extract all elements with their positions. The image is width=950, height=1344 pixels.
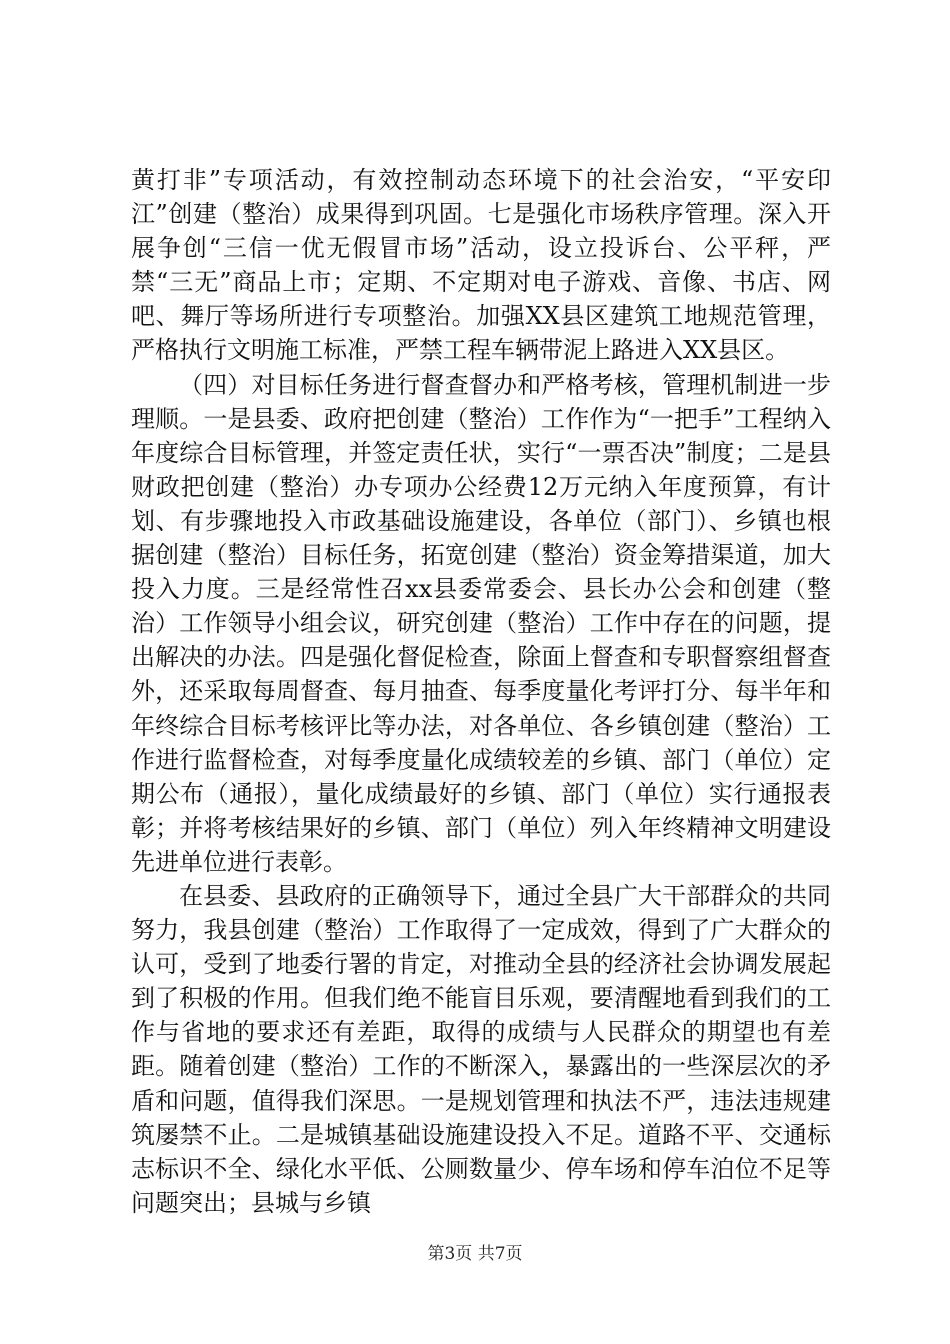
document-body [131,163,831,1220]
paragraph-continued: 黄打非”专项活动，有效控制动态环境下的社会治安，“平安印江”创建（整治）成果得到巩固。七是强化市场秩序管理。深入开展争创“三信一优无假冒市场”活动，设立投诉台、公平秤，严禁“三无”商品上市；定期、不定期对电子游戏、音像、书店、网吧、舞厅等场所进行专项整治。加强XX县区建筑工地规范管理，严格执行文明施工标准，严禁工程车辆带泥上路进入XX县区。 [131,166,831,365]
page-footer: 第3页 共7页 [427,1244,523,1264]
paragraph-section-four: （四）对目标任务进行督查督办和严格考核，管理机制进一步理顺。一是县委、政府把创建（整治）工作作为“一把手”工程纳入年度综合目标管理，并签定责任状，实行“一票否决”制度；二是县财政把创建（整治）办专项办公经费12万元纳入年度预算，有计划、有步骤地投入市政基础设施建设，各单位（部门）、乡镇也根据创建（整治）目标任务，拓宽创建（整治）资金筹措渠道，加大投入力度。三是经常性召xx县委常委会、县长办公会和创建（整治）工作领导小组会议，研究创建（整治）工作中存在的问题，提出解决的办法。四是强化督促检查，除面上督查和专职督察组督查外，还采取每周督查、每月抽查、每季度量化考评打分、每半年和年终综合目标考核评比等办法，对各单位、各乡镇创建（整治）工作进行监督检查，对每季度量化成绩较差的乡镇、部门（单位）定期公布（通报），量化成绩最好的乡镇、部门（单位）实行通报表彰；并将考核结果好的乡镇、部门（单位）列入年终精神文明建设先进单位进行表彰。 [131,370,831,876]
paragraph-summary: 在县委、县政府的正确领导下，通过全县广大干部群众的共同努力，我县创建（整治）工作取得了一定成效，得到了广大群众的认可，受到了地委行署的肯定，对推动全县的经济社会协调发展起到了积极的作用。但我们绝不能盲目乐观，要清醒地看到我们的工作与省地的要求还有差距，取得的成绩与人民群众的期望也有差距。随着创建（整治）工作的不断深入，暴露出的一些深层次的矛盾和问题，值得我们深思。一是规划管理和执法不严，违法违规建筑屡禁不止。二是城镇基础设施建设投入不足。道路不平、交通标志标识不全、绿化水平低、公厕数量少、停车场和停车泊位不足等问题突出；县城与乡镇 [131,881,831,1217]
